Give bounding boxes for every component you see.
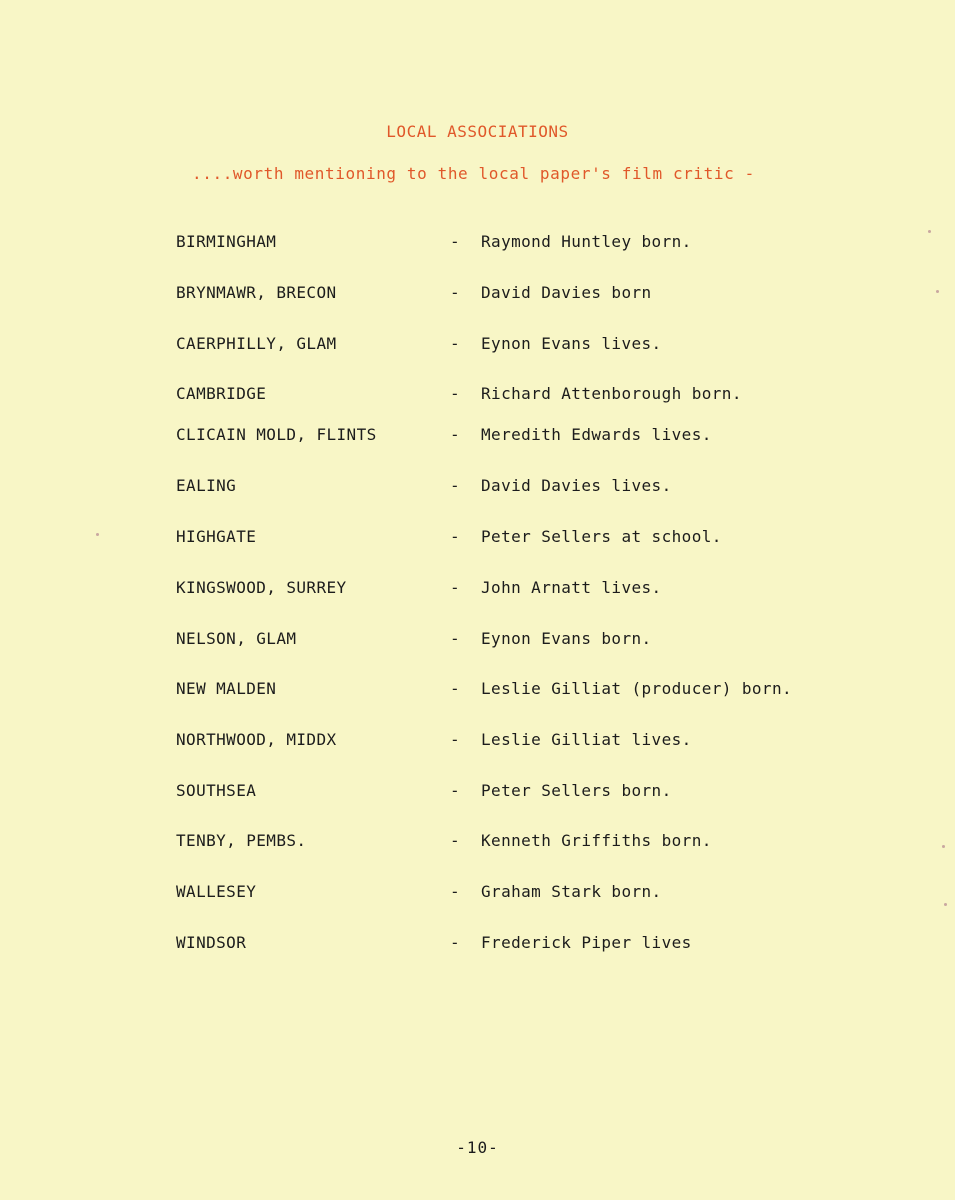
list-item bbox=[0, 425, 955, 449]
separator-dash: - bbox=[450, 334, 461, 353]
paper-speck bbox=[96, 533, 99, 536]
separator-dash: - bbox=[450, 527, 461, 546]
list-item bbox=[0, 527, 955, 551]
association-note: Peter Sellers born. bbox=[481, 781, 672, 800]
place-name: CLICAIN MOLD, FLINTS bbox=[176, 425, 377, 444]
list-item bbox=[0, 384, 955, 408]
list-item bbox=[0, 933, 955, 957]
list-item bbox=[0, 629, 955, 653]
association-note: Leslie Gilliat (producer) born. bbox=[481, 679, 793, 698]
place-name: WINDSOR bbox=[176, 933, 247, 952]
paper-speck bbox=[944, 903, 947, 906]
place-name: KINGSWOOD, SURREY bbox=[176, 578, 347, 597]
separator-dash: - bbox=[450, 425, 461, 444]
separator-dash: - bbox=[450, 831, 461, 850]
separator-dash: - bbox=[450, 933, 461, 952]
place-name: WALLESEY bbox=[176, 882, 257, 901]
association-note: Eynon Evans born. bbox=[481, 629, 652, 648]
place-name: NEW MALDEN bbox=[176, 679, 277, 698]
paper-speck bbox=[928, 230, 931, 233]
list-item bbox=[0, 882, 955, 906]
list-item bbox=[0, 730, 955, 754]
separator-dash: - bbox=[450, 384, 461, 403]
place-name: HIGHGATE bbox=[176, 527, 257, 546]
paper-speck bbox=[942, 845, 945, 848]
association-note: Leslie Gilliat lives. bbox=[481, 730, 692, 749]
place-name: TENBY, PEMBS. bbox=[176, 831, 307, 850]
association-note: Frederick Piper lives bbox=[481, 933, 692, 952]
association-note: Meredith Edwards lives. bbox=[481, 425, 712, 444]
separator-dash: - bbox=[450, 283, 461, 302]
association-note: Graham Stark born. bbox=[481, 882, 662, 901]
association-note: David Davies lives. bbox=[481, 476, 672, 495]
paper-speck bbox=[936, 290, 939, 293]
place-name: EALING bbox=[176, 476, 237, 495]
separator-dash: - bbox=[450, 578, 461, 597]
place-name: CAERPHILLY, GLAM bbox=[176, 334, 337, 353]
page-number: -10- bbox=[456, 1138, 499, 1157]
separator-dash: - bbox=[450, 781, 461, 800]
separator-dash: - bbox=[450, 679, 461, 698]
association-note: David Davies born bbox=[481, 283, 652, 302]
separator-dash: - bbox=[450, 730, 461, 749]
separator-dash: - bbox=[450, 629, 461, 648]
place-name: SOUTHSEA bbox=[176, 781, 257, 800]
association-note: Kenneth Griffiths born. bbox=[481, 831, 712, 850]
list-item bbox=[0, 283, 955, 307]
list-item bbox=[0, 679, 955, 703]
list-item bbox=[0, 476, 955, 500]
place-name: NELSON, GLAM bbox=[176, 629, 297, 648]
association-note: Eynon Evans lives. bbox=[481, 334, 662, 353]
place-name: CAMBRIDGE bbox=[176, 384, 267, 403]
separator-dash: - bbox=[450, 232, 461, 251]
association-note: John Arnatt lives. bbox=[481, 578, 662, 597]
separator-dash: - bbox=[450, 476, 461, 495]
separator-dash: - bbox=[450, 882, 461, 901]
page-title: LOCAL ASSOCIATIONS bbox=[386, 122, 569, 141]
association-note: Peter Sellers at school. bbox=[481, 527, 722, 546]
list-item bbox=[0, 831, 955, 855]
list-item bbox=[0, 334, 955, 358]
association-note: Richard Attenborough born. bbox=[481, 384, 742, 403]
list-item bbox=[0, 578, 955, 602]
list-item bbox=[0, 232, 955, 256]
place-name: BIRMINGHAM bbox=[176, 232, 277, 251]
page-subtitle: ....worth mentioning to the local paper's film critic - bbox=[192, 164, 755, 183]
place-name: BRYNMAWR, BRECON bbox=[176, 283, 337, 302]
association-note: Raymond Huntley born. bbox=[481, 232, 692, 251]
list-item bbox=[0, 781, 955, 805]
place-name: NORTHWOOD, MIDDX bbox=[176, 730, 337, 749]
